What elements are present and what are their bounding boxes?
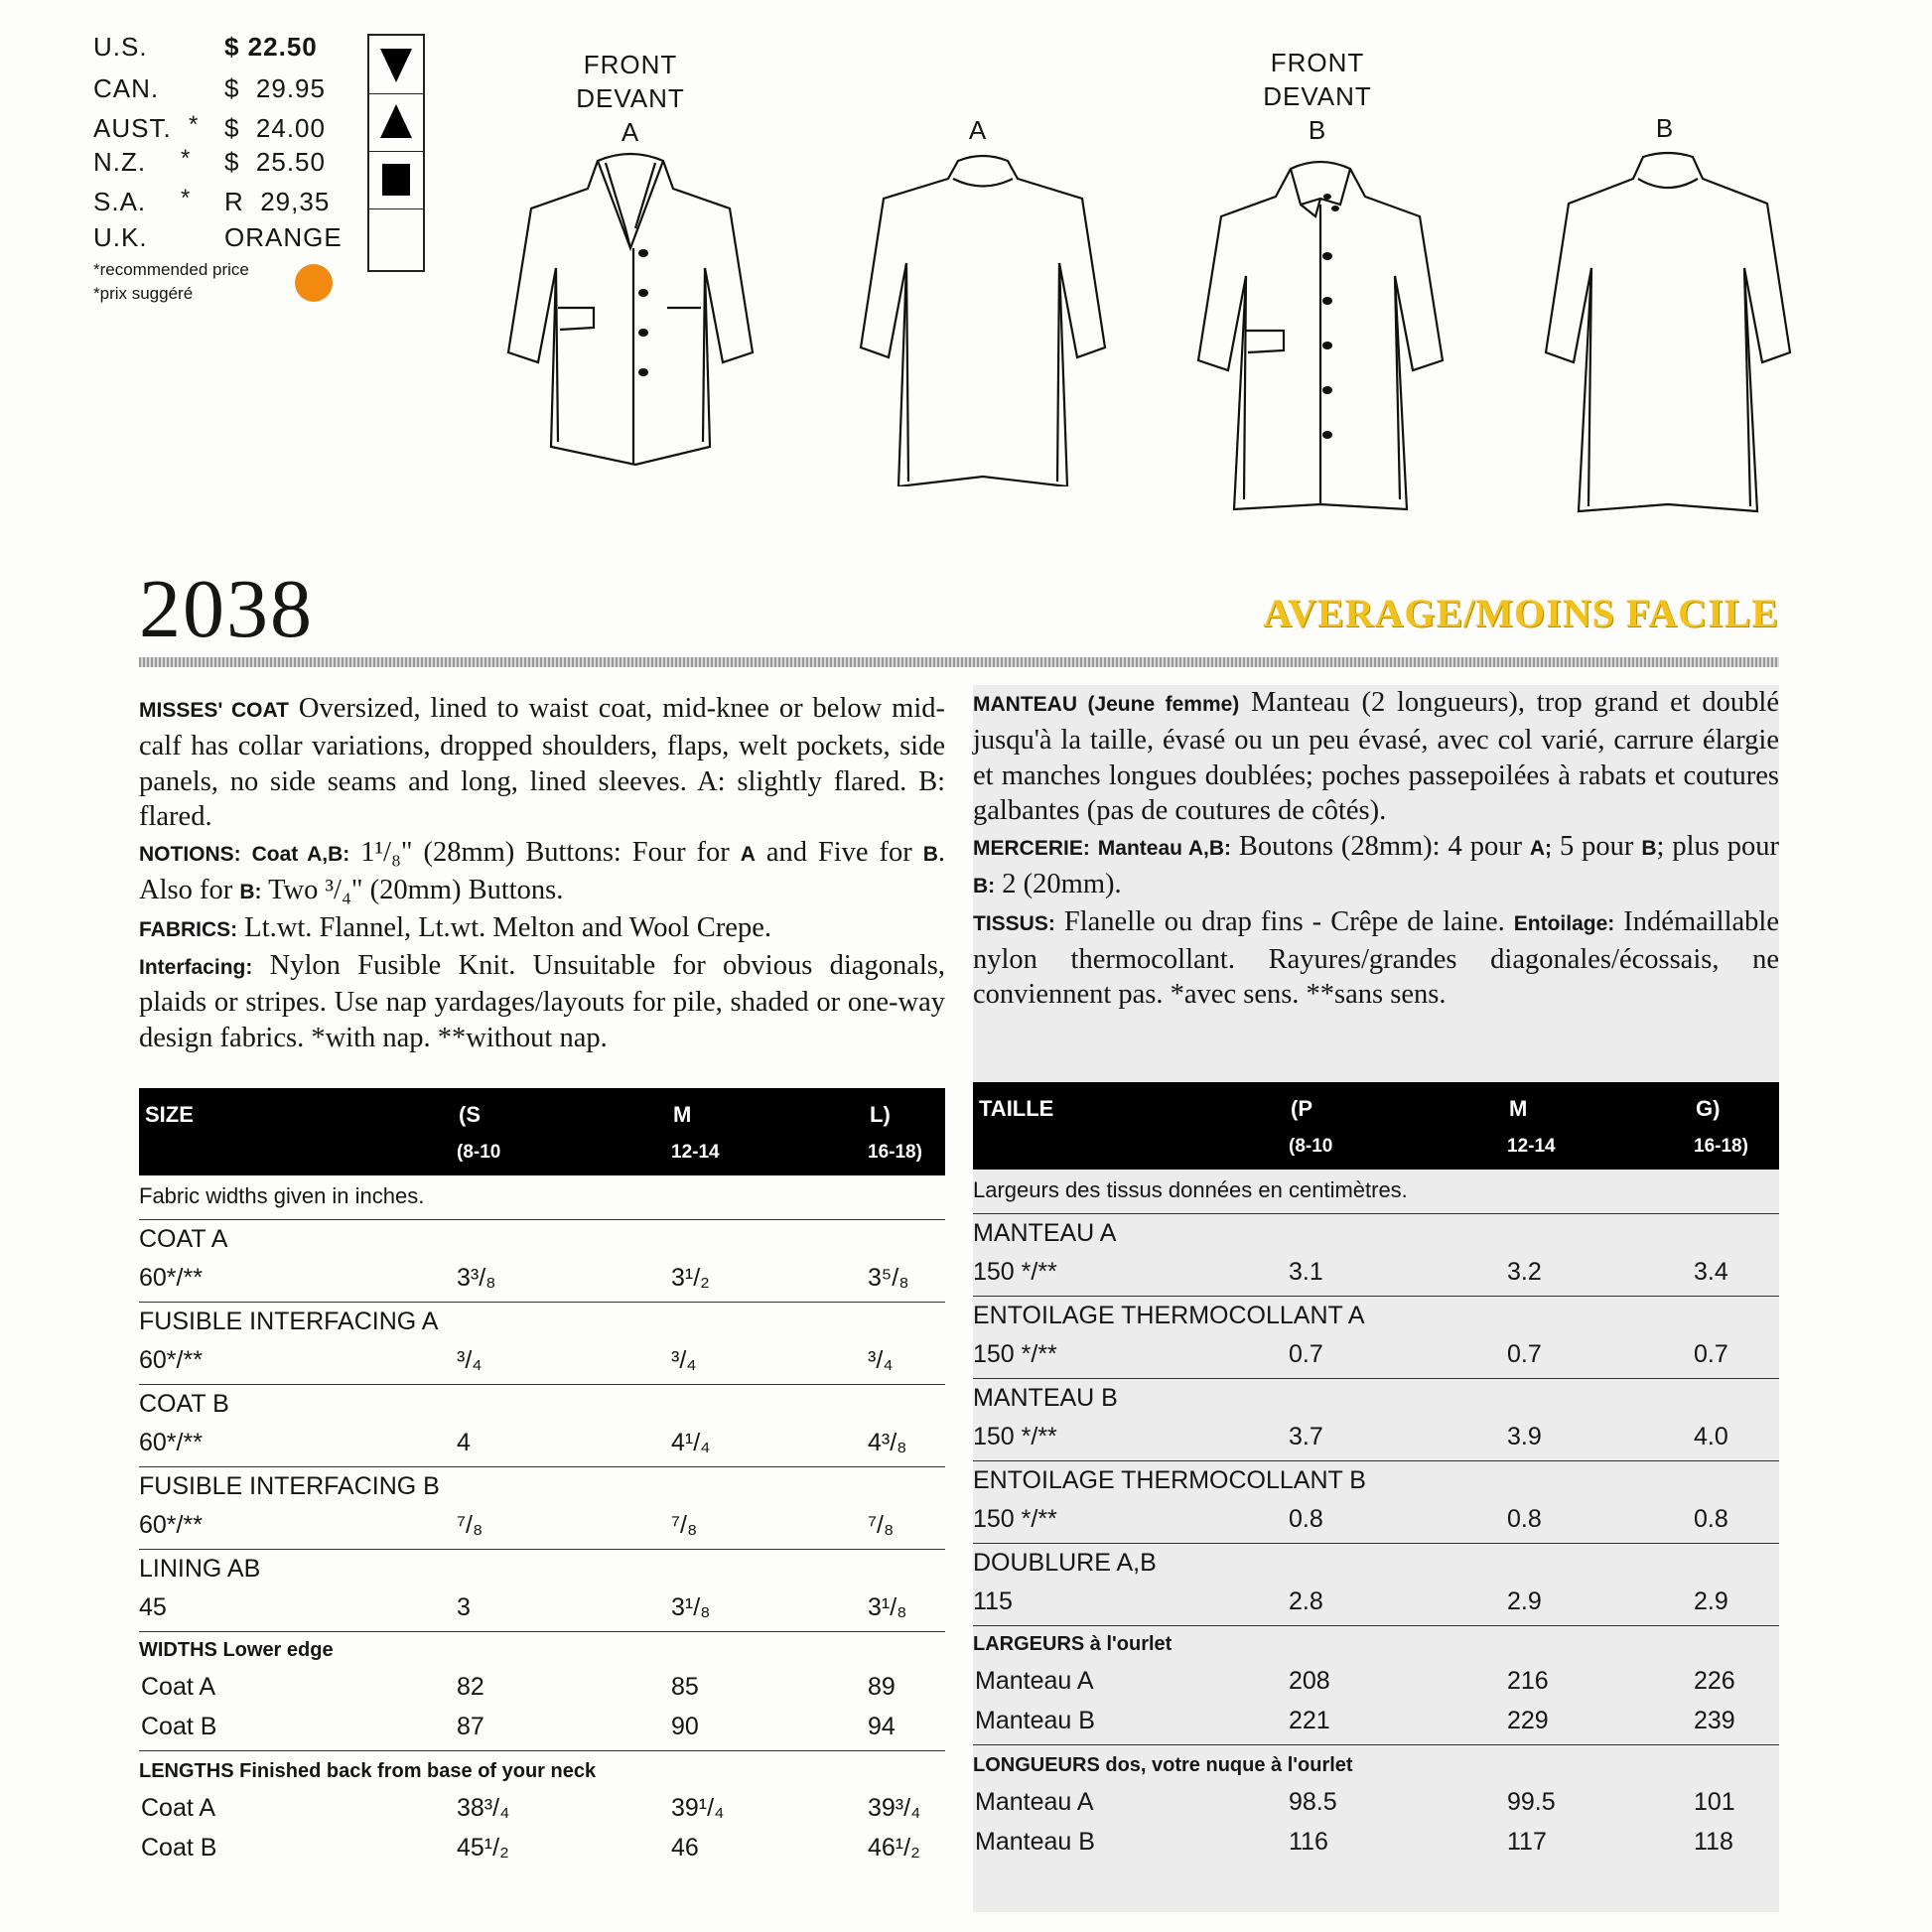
price-row [93,222,342,258]
length-value: 46 [671,1834,699,1862]
yardage-value: 3.7 [1289,1423,1323,1450]
table-rule [139,1384,945,1385]
yardage-value: 3.9 [1507,1423,1542,1450]
width-value: 85 [671,1673,699,1701]
length-value: 39¹/₄ [671,1794,725,1822]
fabric-width: 60*/** [139,1511,203,1539]
table-rule [973,1378,1779,1379]
symbol-box [367,34,425,272]
english-body: Oversized, lined to waist coat, mid-knee or below mid-calf has collar variations, dropped shoulders, flaps, welt pockets, side panels, no side seams and long, lined sleeves. A: slightly flared. B: flared. [139,693,945,833]
mercerie-text4: 2 (20mm). [995,868,1122,899]
yardage-value: 4.0 [1694,1423,1728,1450]
fabric-section-name: COAT A [139,1225,228,1253]
length-row-name: Coat A [141,1794,216,1822]
triangle-down-icon [369,36,423,94]
mercerie-label: MERCERIE: [973,837,1090,861]
price-note-en: *recommended price [93,260,249,279]
yardage-value: 4³/₈ [868,1429,907,1456]
yardage-value: 3³/₈ [457,1264,496,1292]
yardage-value: 2.8 [1289,1587,1323,1615]
table-header [139,1088,945,1175]
yardage-value: ³/₄ [457,1346,483,1374]
widths-heading-text: à l'ourlet [1084,1633,1173,1655]
fabric-width: 45 [139,1593,167,1621]
yardage-value: ⁷/₈ [457,1511,483,1539]
widths-heading [973,1633,1172,1656]
entoilage-label: Entoilage: [1513,911,1615,935]
yardage-value: 0.8 [1694,1505,1728,1533]
price-row [93,113,342,149]
english-description [139,691,945,1056]
price-amount: $ 24.00 [224,113,326,143]
yardage-value: 3.1 [1289,1258,1323,1286]
fabric-section-name: MANTEAU B [973,1384,1118,1412]
width-value: 239 [1694,1707,1735,1734]
length-value: 99.5 [1507,1788,1556,1816]
length-value: 117 [1507,1828,1547,1856]
width-value: 94 [868,1713,896,1740]
view-label-back-b: B [1655,113,1675,143]
fabric-width: 150 */** [973,1423,1057,1450]
tissus-text: Flanelle ou drap fins - Crêpe de laine. [1054,905,1514,937]
fabric-width: 60*/** [139,1346,203,1374]
length-row-name: Manteau A [975,1788,1094,1816]
coat-a-front-illustration [506,149,755,477]
notions-coat: Coat A,B: [251,843,350,867]
coat-b-front-illustration [1196,157,1445,514]
entoilage-text: Indémaillable nylon thermocollant. Rayures/grandes diagonales/écossais, ne conviennent pas. *avec sens. **sans sens. [973,905,1779,1011]
width-value: 82 [457,1673,484,1701]
price-amount: $ 22.50 [224,32,318,62]
price-country: CAN. [93,73,160,103]
price-country: AUST. [93,113,172,143]
yardage-value: 0.8 [1289,1505,1323,1533]
width-row-name: Coat A [141,1673,216,1701]
lengths-heading-text: Finished back from base of your neck [233,1760,597,1782]
lengths-heading-bold: LONGUEURS [973,1754,1100,1776]
fabric-section-name: COAT B [139,1390,229,1418]
size-range: 12-14 [671,1142,720,1163]
lengths-heading-bold: LENGTHS [139,1760,234,1782]
widths-heading-bold: LARGEURS [973,1633,1085,1655]
french-title: MANTEAU (Jeune femme) [973,693,1240,716]
price-star: * [189,111,199,138]
length-row-name: Coat B [141,1834,217,1862]
tissus-label: TISSUS: [973,911,1055,935]
notions-b2: B: [239,880,262,903]
price-row [93,187,342,222]
size-column-head: M [1509,1096,1528,1121]
interfacing-label: Interfacing: [139,955,253,979]
coat-a-back-illustration [859,149,1107,486]
fabric-width-note: Largeurs des tissus données en centimètres. [973,1177,1408,1202]
size-range: 16-18) [868,1142,922,1163]
yardage-value: 2.9 [1694,1587,1728,1615]
notions-a: A [740,843,756,867]
mercerie-coat: Manteau A,B: [1097,837,1231,861]
size-range: 12-14 [1507,1136,1556,1157]
yardage-value: 0.8 [1507,1505,1542,1533]
length-row-name: Manteau B [975,1828,1095,1856]
size-label: SIZE [145,1102,194,1127]
mercerie-text: Boutons (28mm): 4 pour [1230,831,1530,863]
fabric-width: 60*/** [139,1264,203,1292]
width-value: 229 [1507,1707,1549,1734]
fabric-width: 60*/** [139,1429,203,1456]
size-range: (8-10 [457,1142,501,1163]
yardage-value: 3¹/₈ [671,1593,711,1621]
price-star: * [181,145,191,172]
square-icon [369,151,423,209]
fabric-section-name: ENTOILAGE THERMOCOLLANT B [973,1466,1366,1494]
width-value: 221 [1289,1707,1330,1734]
width-value: 226 [1694,1667,1735,1695]
price-row [93,73,342,109]
yardage-value: ³/₄ [868,1346,894,1374]
length-value: 101 [1694,1788,1735,1816]
yardage-value: 3 [457,1593,471,1621]
view-label-front-b: FRONT DEVANT B [1263,48,1372,145]
size-column-head: (P [1291,1096,1312,1121]
length-value: 118 [1694,1828,1733,1856]
notions-label: NOTIONS: [139,843,241,867]
table-rule [139,1219,945,1220]
table-header [973,1082,1779,1170]
yardage-value: ³/₄ [671,1346,697,1374]
price-country: S.A. [93,187,147,216]
table-rule [973,1744,1779,1745]
table-rule [139,1466,945,1467]
price-star: * [181,185,191,211]
yardage-value: 3⁵/₈ [868,1264,909,1292]
fabric-section-name: FUSIBLE INTERFACING A [139,1308,439,1335]
yardage-value: 4¹/₄ [671,1429,711,1456]
width-value: 208 [1289,1667,1330,1695]
yardage-value: 0.7 [1289,1340,1323,1368]
widths-heading-bold: WIDTHS [139,1639,217,1661]
price-country: U.K. [93,222,148,252]
length-value: 39³/₄ [868,1794,921,1822]
length-value: 38³/₄ [457,1794,510,1822]
yardage-value: ⁷/₈ [671,1511,698,1539]
lengths-heading [973,1754,1353,1777]
width-value: 90 [671,1713,699,1740]
lengths-heading-text: dos, votre nuque à l'ourlet [1099,1754,1353,1776]
size-range: 16-18) [1694,1136,1748,1157]
yardage-value: 0.7 [1694,1340,1728,1368]
yardage-value: 4 [457,1429,471,1456]
size-column-head: (S [459,1102,481,1127]
width-value: 89 [868,1673,896,1701]
table-rule [973,1296,1779,1297]
table-rule [973,1543,1779,1544]
price-row [93,147,342,183]
triangle-up-icon [369,93,423,152]
table-rule [139,1302,945,1303]
notions-b: B [922,843,938,867]
difficulty-label: AVERAGE/MOINS FACILE [1263,591,1779,635]
width-value: 216 [1507,1667,1549,1695]
price-country: U.S. [93,32,148,62]
yardage-value: 0.7 [1507,1340,1542,1368]
yardage-value: 3.4 [1694,1258,1728,1286]
mercerie-b: B [1641,837,1657,861]
notions-text4: Two ³/₄" (20mm) Buttons. [261,874,564,905]
fabric-width: 150 */** [973,1505,1057,1533]
table-rule [139,1631,945,1632]
coat-b-back-illustration [1544,149,1792,516]
table-rule [139,1549,945,1550]
table-rule [973,1625,1779,1626]
yardage-value: ⁷/₈ [868,1511,895,1539]
mercerie-a: A; [1529,837,1553,861]
price-country: N.Z. [93,147,147,177]
empty-symbol-cell [369,208,423,266]
fabric-width: 150 */** [973,1258,1057,1286]
fabric-section-name: DOUBLURE A,B [973,1549,1157,1577]
orange-price-dot-icon [295,264,333,302]
yardage-value: 3¹/₈ [868,1593,907,1621]
pattern-number: 2038 [139,563,314,655]
fabric-width-note: Fabric widths given in inches. [139,1183,425,1208]
price-note-fr: *prix suggéré [93,284,194,303]
width-row-name: Manteau A [975,1667,1094,1695]
length-value: 116 [1289,1828,1328,1856]
table-rule [973,1460,1779,1461]
length-value: 98.5 [1289,1788,1337,1816]
widths-heading [139,1639,334,1662]
price-amount: $ 29.95 [224,73,326,103]
mercerie-text2: 5 pour [1552,831,1642,863]
notions-text: 1¹/₈" (28mm) Buttons: Four for [349,837,741,869]
widths-heading-text: Lower edge [216,1639,334,1661]
fabrics-text: Lt.wt. Flannel, Lt.wt. Melton and Wool Crepe. [237,911,771,943]
width-row-name: Manteau B [975,1707,1095,1734]
size-range: (8-10 [1289,1136,1333,1157]
yardage-value: 3.2 [1507,1258,1542,1286]
fabric-width: 150 */** [973,1340,1057,1368]
table-rule [973,1213,1779,1214]
table-rule [139,1750,945,1751]
fabric-section-name: LINING AB [139,1555,261,1583]
mercerie-b2: B: [973,874,996,897]
fabric-section-name: ENTOILAGE THERMOCOLLANT A [973,1302,1365,1329]
price-amount: ORANGE [224,222,343,252]
notions-text3: . Also for [139,837,945,905]
size-column-head: G) [1696,1096,1721,1121]
lengths-heading [139,1760,596,1783]
width-row-name: Coat B [141,1713,217,1740]
interfacing-text: Nylon Fusible Knit. Unsuitable for obvious diagonals, plaids or stripes. Use nap yardages/layouts for pile, shaded or one-way design fabrics. *with nap. **without nap. [139,949,945,1054]
english-title: MISSES' COAT [139,699,289,722]
length-value: 45¹/₂ [457,1834,509,1862]
mercerie-text3: ; plus pour [1656,831,1780,863]
view-label-front-a: FRONT DEVANT A [576,50,685,147]
fabric-section-name: MANTEAU A [973,1219,1117,1247]
fabrics-label: FABRICS: [139,917,238,941]
yardage-value: 3¹/₂ [671,1264,710,1292]
fabric-width: 115 [973,1587,1013,1615]
fabric-section-name: FUSIBLE INTERFACING B [139,1472,440,1500]
french-body: Manteau (2 longueurs), trop grand et doublé jusqu'à la taille, évasé ou un peu évasé, avec col varié, carrure élargie et manches longues doublées; poches passepoilées à rabats et coutures galbantes (pas de coutures de côtés). [973,687,1779,827]
length-value: 46¹/₂ [868,1834,920,1862]
size-column-head: L) [870,1102,891,1127]
price-row [93,32,342,68]
size-column-head: M [673,1102,692,1127]
french-description [973,685,1779,1013]
view-label-back-a: A [968,115,988,145]
notions-text2: and Five for [755,837,923,869]
size-label: TAILLE [979,1096,1054,1121]
title-divider [139,657,1779,667]
width-value: 87 [457,1713,484,1740]
yardage-value: 2.9 [1507,1587,1542,1615]
price-amount: R 29,35 [224,187,331,216]
price-amount: $ 25.50 [224,147,326,177]
